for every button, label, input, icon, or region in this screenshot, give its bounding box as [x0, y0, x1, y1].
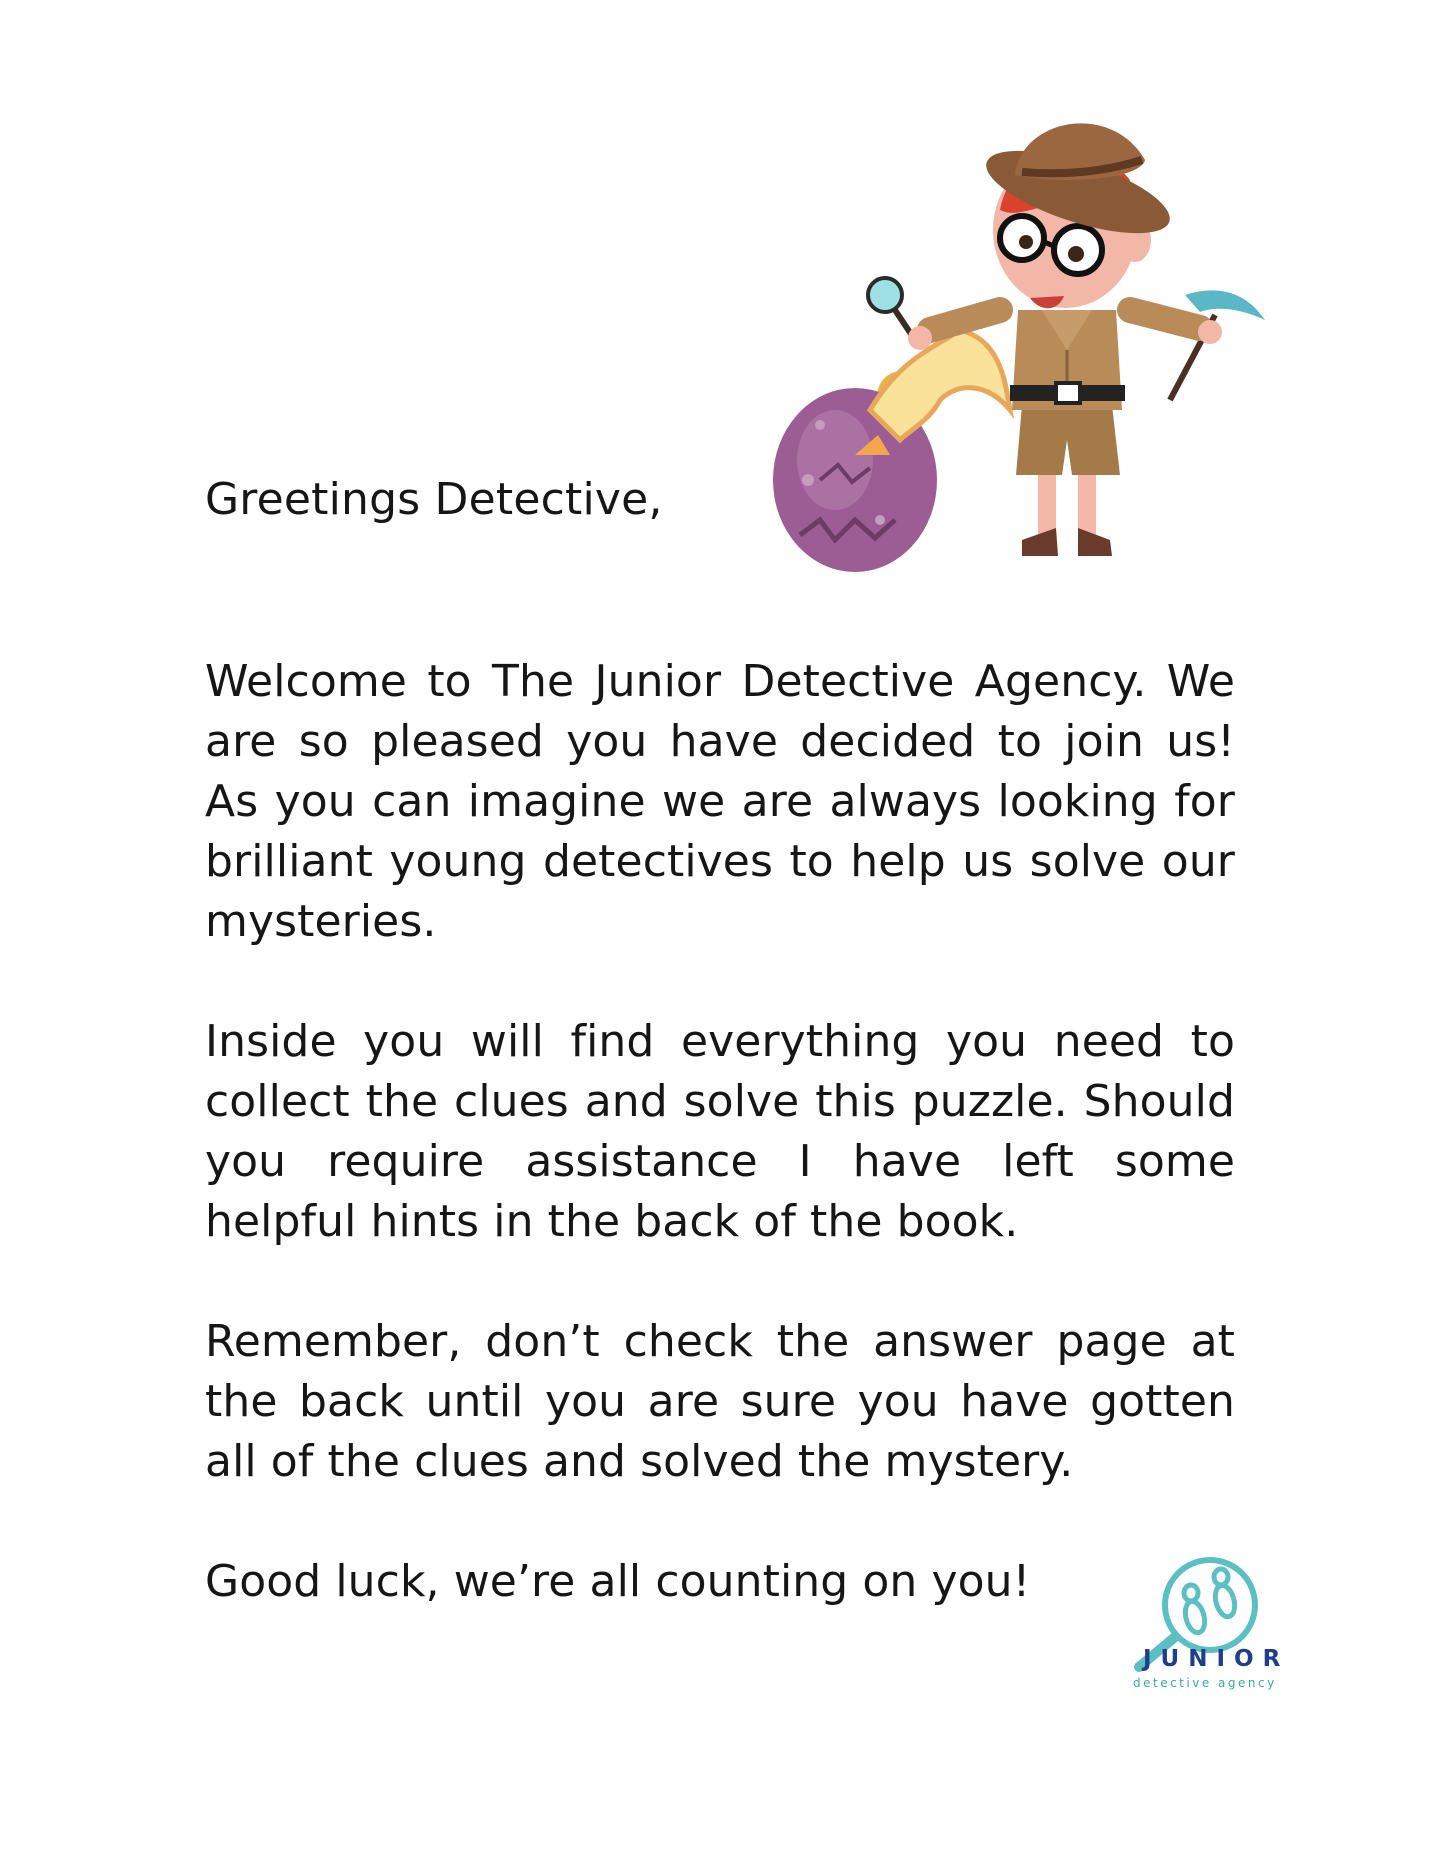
logo-subtitle: detective agency [1133, 1676, 1277, 1690]
letter-body [205, 652, 1235, 1672]
letter-greeting: Greetings Detective, [205, 474, 663, 525]
magnifier-icon [868, 278, 915, 340]
paragraph-instructions: Inside you will find everything you need to collect the clues and solve this puzzle. Should you require assistance I have left some helpful hints in the back of the book. [205, 1016, 1235, 1247]
logo-title: JUNIOR [1143, 1646, 1290, 1672]
explorer-boy-with-dinosaur-egg-icon [760, 80, 1280, 580]
magnifier-footprints-icon [1125, 1555, 1295, 1695]
paragraph-welcome: Welcome to The Junior Detective Agency. We are so pleased you have decided to join us! As you can imagine we are always looking for brilliant young detectives to help us solve our mysteries. [205, 656, 1235, 947]
paragraph-reminder: Remember, don’t check the answer page at the back until you are sure you have gotten all of the clues and solved the mystery. [205, 1316, 1235, 1487]
paragraph-good-luck: Good luck, we’re all counting on you! [205, 1556, 1031, 1607]
dinosaur-egg-icon [773, 330, 1010, 572]
pickaxe-icon [1170, 290, 1265, 400]
